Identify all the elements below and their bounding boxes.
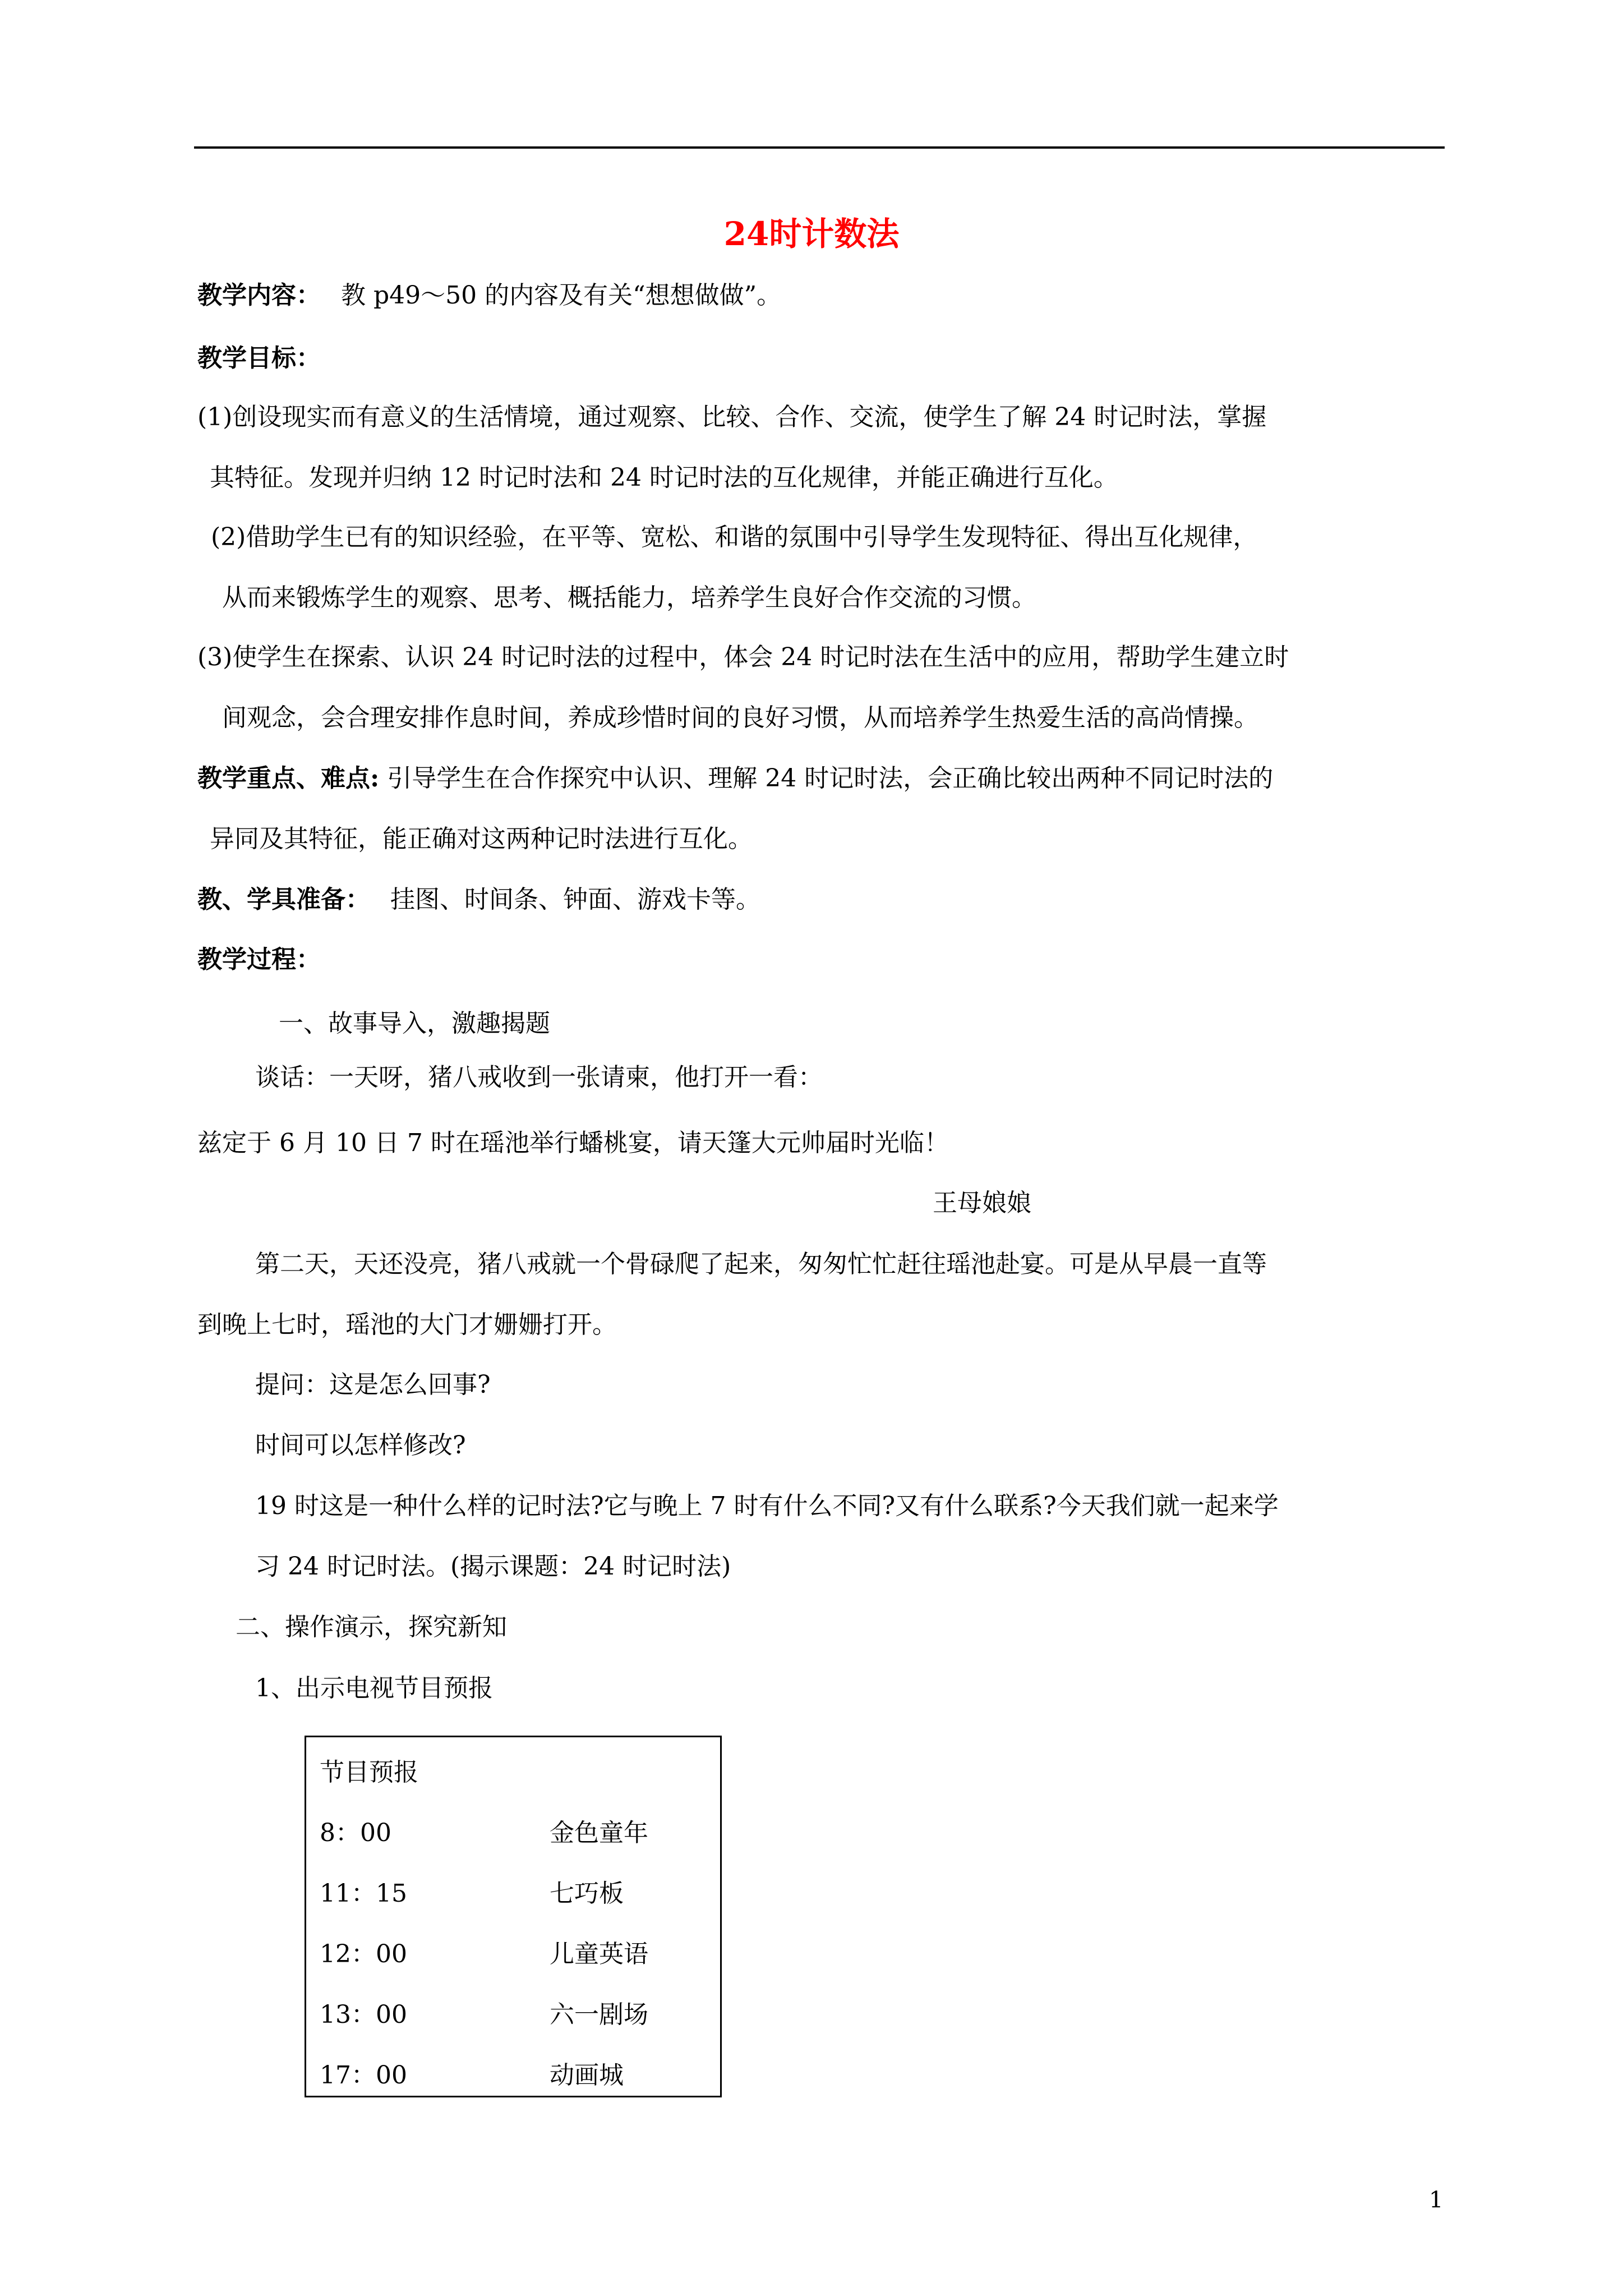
materials-label: 教、学具准备： <box>197 885 370 914</box>
schedule-program: 金色童年 <box>550 1819 648 1847</box>
process-label: 教学过程： <box>197 945 321 974</box>
schedule-program: 动画城 <box>550 2061 624 2090</box>
invitation-signature: 王母娘娘 <box>933 1189 1031 1217</box>
question-2: 时间可以怎样修改? <box>255 1431 466 1460</box>
section-1-heading: 一、故事导入，激趣揭题 <box>279 1009 550 1038</box>
schedule-time: 17：00 <box>320 2061 407 2090</box>
goal-2-line2: 从而来锻炼学生的观察、思考、概括能力，培养学生良好合作交流的习惯。 <box>222 583 1036 612</box>
question-1: 提问：这是怎么回事? <box>255 1370 491 1399</box>
page-number: 1 <box>1429 2187 1444 2213</box>
content-text: 教 p49～50 的内容及有关“想想做做”。 <box>341 281 782 310</box>
schedule-time: 8：00 <box>320 1819 391 1847</box>
goals-label: 教学目标： <box>197 344 321 372</box>
schedule-program: 六一剧场 <box>550 2000 648 2029</box>
page-title: 24时计数法 <box>723 215 900 253</box>
talk-text: 谈话：一天呀，猪八戒收到一张请柬，他打开一看： <box>255 1063 823 1092</box>
goal-1-line2: 其特征。发现并归纳 12 时记时法和 24 时记时法的互化规律，并能正确进行互化。 <box>210 463 1118 492</box>
story-line2: 到晚上七时，瑶池的大门才姗姗打开。 <box>197 1310 617 1339</box>
step-1-text: 1、出示电视节目预报 <box>255 1674 493 1703</box>
materials-text: 挂图、时间条、钟面、游戏卡等。 <box>390 885 760 914</box>
key-points-line2: 异同及其特征，能正确对这两种记时法进行互化。 <box>210 825 753 853</box>
schedule-time: 12：00 <box>320 1940 407 1968</box>
key-points-line1: 引导学生在合作探究中认识、理解 24 时记时法，会正确比较出两种不同记时法的 <box>379 764 1274 793</box>
tv-schedule-box <box>305 1736 722 2097</box>
schedule-heading: 节目预报 <box>320 1758 418 1787</box>
header-rule <box>194 146 1445 149</box>
question-3-line2: 习 24 时记时法。(揭示课题：24 时记时法) <box>255 1552 731 1581</box>
schedule-time: 13：00 <box>320 2000 407 2029</box>
content-row <box>197 280 781 311</box>
goal-2-line1: (2)借助学生已有的知识经验，在平等、宽松、和谐的氛围中引导学生发现特征、得出互化规律， <box>211 523 1258 551</box>
materials-row <box>197 884 760 915</box>
goal-3-line1: (3)使学生在探索、认识 24 时记时法的过程中，体会 24 时记时法在生活中的应用，帮助学生建立时 <box>197 643 1289 671</box>
schedule-program: 儿童英语 <box>550 1940 648 1968</box>
invitation-text: 兹定于 6 月 10 日 7 时在瑶池举行蟠桃宴，请天篷大元帅届时光临！ <box>197 1129 949 1157</box>
schedule-time: 11：15 <box>320 1879 407 1908</box>
key-points-row <box>197 763 1273 794</box>
goal-1-line1: (1)创设现实而有意义的生活情境，通过观察、比较、合作、交流，使学生了解 24 时记时法，掌握 <box>197 403 1267 431</box>
goal-3-line2: 间观念，会合理安排作息时间，养成珍惜时间的良好习惯，从而培养学生热爱生活的高尚情操。 <box>222 703 1258 732</box>
content-label: 教学内容： <box>197 281 321 310</box>
story-line1: 第二天，天还没亮，猪八戒就一个骨碌爬了起来，匆匆忙忙赶往瑶池赴宴。可是从早晨一直等 <box>255 1250 1267 1278</box>
section-2-heading: 二、操作演示，探究新知 <box>236 1613 507 1641</box>
key-points-label: 教学重点、难点: <box>197 764 380 793</box>
question-3-line1: 19 时这是一种什么样的记时法?它与晚上 7 时有什么不同?又有什么联系?今天我们就一起来学 <box>255 1492 1279 1520</box>
schedule-program: 七巧板 <box>550 1879 624 1908</box>
